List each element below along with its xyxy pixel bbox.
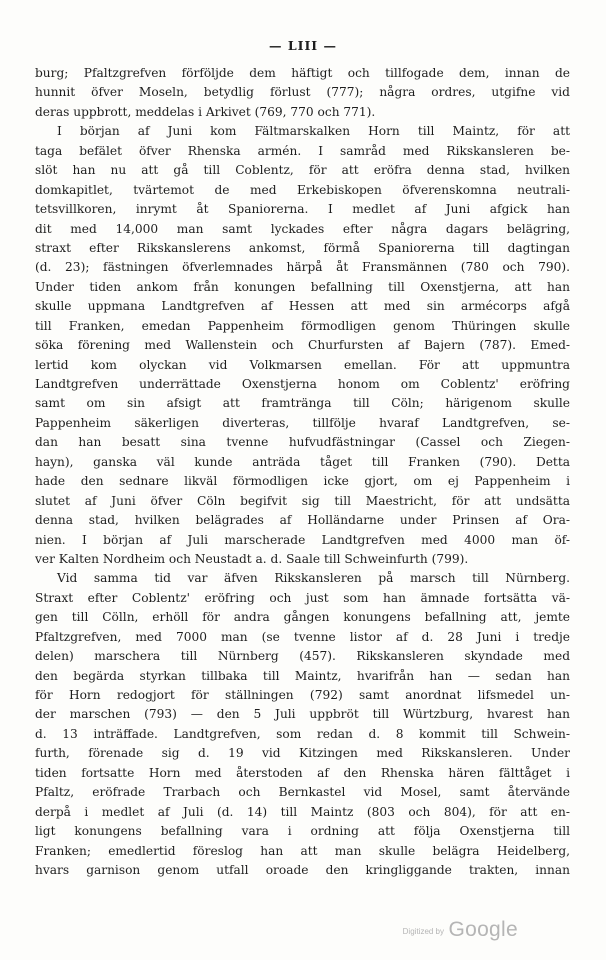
digitized-by-google-watermark <box>403 918 518 942</box>
text-line: Vid samma tid var äfven Rikskansleren på marsch till Nürnberg. <box>57 571 570 586</box>
page-number: — LIII — <box>268 38 338 53</box>
text-line: samt om sin afsigt att framtränga till Cöln; härigenom skulle <box>35 396 570 411</box>
text-line: Pfaltzgrefven, med 7000 man (se tvenne listor af d. 28 Juni i tredje <box>35 629 570 644</box>
text-line: den begärda styrkan tillbaka till Maintz, hvarifrån han — sedan han <box>35 668 570 683</box>
text-line: Landtgrefven underrättade Oxenstjerna honom om Coblentz' eröfring <box>35 377 570 391</box>
text-line: straxt efter Rikskanslerens ankomst, förmå Spaniorerna till dagtingan <box>35 240 570 255</box>
text-line: der marschen (793) — den 5 Juli uppbröt till Würtzburg, hvarest han <box>35 707 570 722</box>
watermark-prefix: Digitized by <box>402 927 445 936</box>
text-line: tetsvillkoren, inrymt åt Spaniorerna. I medlet af Juni afgick han <box>35 202 570 217</box>
text-line: nien. I början af Juli marscherade Landtgrefven med 4000 man öf- <box>35 532 570 547</box>
text-line: deras uppbrott, meddelas i Arkivet (769, 770 och 771). <box>35 104 376 119</box>
text-line: hvars garnison genom utfall oroade den kringliggande trakten, innan <box>35 862 570 877</box>
text-line: tiden fortsatte Horn med återstoden af den Rhenska hären fälttåget i <box>35 765 570 780</box>
text-line: Under tiden ankom från konungen befallning till Oxenstjerna, att han <box>35 279 570 294</box>
text-line: hade den sednare likväl förmodligen icke gjort, om ej Pappenheim i <box>35 474 570 489</box>
body-text <box>35 64 570 880</box>
text-line: taga befälet öfver Rhenska armén. I samråd med Rikskansleren be- <box>35 143 570 158</box>
text-line: slöt han nu att gå till Coblentz, för att eröfra denna stad, hvilken <box>35 163 570 178</box>
text-line: för Horn redogjort för ställningen (792) samt anordnat lifsmedel un- <box>35 688 570 702</box>
text-line: Pappenheim säkerligen diverteras, tillfölje hvaraf Landtgrefven, se- <box>35 415 570 430</box>
text-line: (d. 23); fästningen öfverlemnades härpå åt Fransmännen (780 och 790). <box>35 260 570 275</box>
text-line: burg; Pfaltzgrefven förföljde dem häftigt och tillfogade dem, innan de <box>35 66 570 80</box>
text-line: derpå i medlet af Juli (d. 14) till Maintz (803 och 804), för att en- <box>35 804 570 819</box>
text-line: denna stad, hvilken belägrades af Holländarne under Prinsen af Ora- <box>35 513 570 528</box>
text-line: I början af Juni kom Fältmarskalken Horn till Maintz, för att <box>57 124 570 139</box>
watermark-brand: Google <box>448 918 518 941</box>
text-line: ligt konungens befallning vara i ordning att följa Oxenstjerna till <box>35 824 570 839</box>
text-line: Pfaltz, eröfrade Trarbach och Bernkastel vid Mosel, samt återvände <box>35 785 570 800</box>
text-line: d. 13 inträffade. Landtgrefven, som redan d. 8 kommit till Schwein- <box>35 726 570 741</box>
text-line: dit med 14,000 man samt lyckades efter några dagars belägring, <box>35 221 570 236</box>
text-line: hunnit öfver Moseln, betydlig förlust (777); några ordres, utgifne vid <box>35 85 570 100</box>
text-line: Franken; emedlertid föreslog han att man skulle belägra Heidelberg, <box>35 843 570 858</box>
text-line: lertid kom olyckan vid Volkmarsen emellan. För att uppmuntra <box>35 357 570 372</box>
text-line: söka förening med Wallenstein och Churfursten af Bajern (787). Emed- <box>35 338 570 353</box>
text-line: slutet af Juni öfver Cöln begifvit sig till Maestricht, för att undsätta <box>35 493 570 508</box>
text-line: dan han besatt sina tvenne hufvudfästningar (Cassel och Ziegen- <box>35 435 570 450</box>
text-line: Straxt efter Coblentz' eröfring och just som han ämnade fortsätta vä- <box>35 590 570 605</box>
text-line: furth, förenade sig d. 19 vid Kitzingen med Rikskansleren. Under <box>35 746 570 761</box>
text-line: delen) marschera till Nürnberg (457). Rikskansleren skyndade med <box>35 649 570 664</box>
text-line: gen till Cölln, erhöll för andra gången konungens befallning att, jemte <box>35 610 570 625</box>
text-line: hayn), ganska väl kunde anträda tåget till Franken (790). Detta <box>35 454 570 469</box>
text-line: till Franken, emedan Pappenheim förmodligen genom Thüringen skulle <box>35 318 570 333</box>
text-line: ver Kalten Nordheim och Neustadt a. d. Saale till Schweinfurth (799). <box>35 551 469 566</box>
text-line: skulle uppmana Landtgrefven af Hessen att med sin armécorps afgå <box>35 299 570 314</box>
text-line: domkapitlet, tvärtemot de med Erkebiskopen öfverenskomna neutrali- <box>35 182 570 197</box>
